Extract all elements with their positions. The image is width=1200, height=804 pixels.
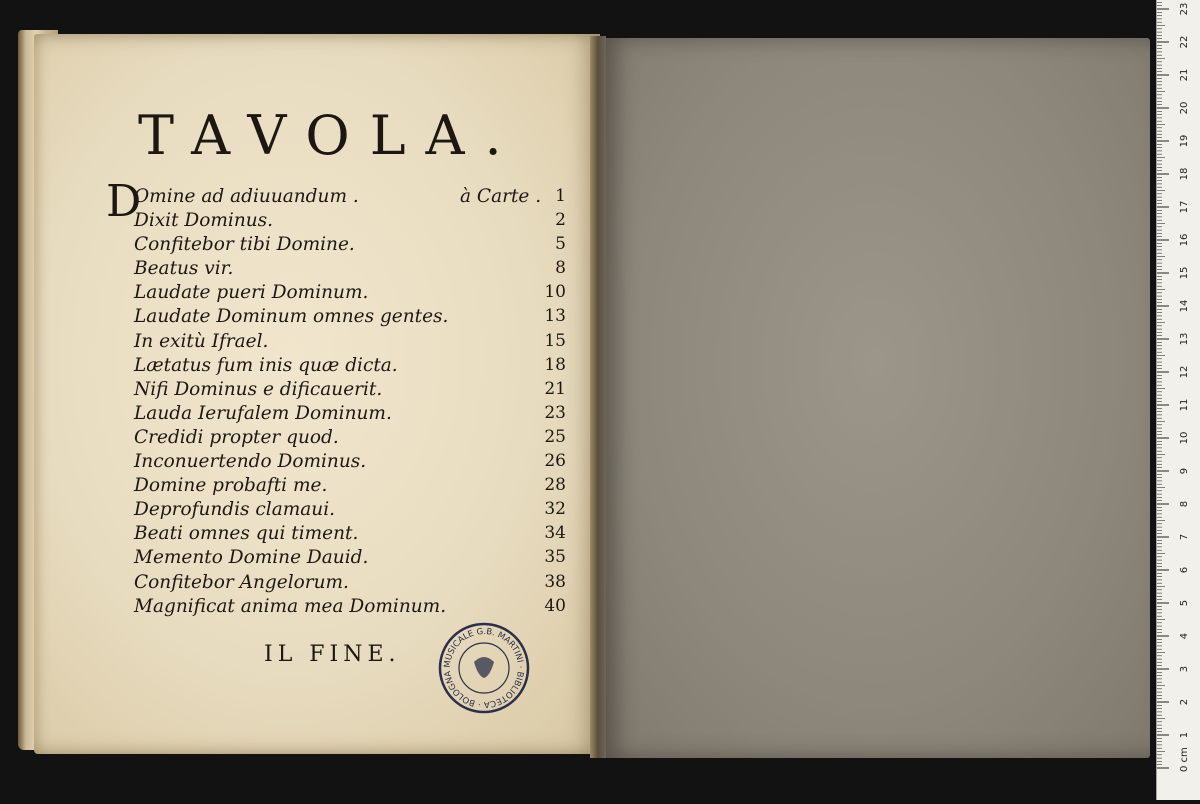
toc-entry [134, 427, 574, 451]
toc-entry-page-number: 26 [544, 451, 566, 472]
toc-entry-page-number: 23 [544, 402, 566, 423]
toc-entry [134, 451, 574, 475]
toc-entry [134, 355, 574, 379]
ruler-number: 15 [1179, 266, 1190, 280]
toc-entry [134, 258, 574, 282]
toc-entry-page-number: 15 [544, 330, 566, 351]
toc-entry-page-number: 13 [544, 306, 566, 327]
toc-entry [134, 596, 574, 620]
table-of-contents [134, 186, 574, 620]
ruler-number: 3 [1179, 665, 1190, 673]
ruler-unit-label: 0 cm [1179, 747, 1190, 772]
ruler-number: 17 [1179, 200, 1190, 214]
toc-entry-title: Deprofundis clamaui. [134, 499, 336, 521]
toc-entry-carte: à Carte . [460, 186, 542, 207]
toc-entry-page-number: 40 [544, 595, 566, 616]
ruler-number: 1 [1179, 731, 1190, 739]
toc-entry-title: In exitù Ifrael. [134, 330, 269, 352]
toc-entry-page-number: 32 [544, 499, 566, 520]
toc-entry [134, 403, 574, 427]
ruler-number: 9 [1179, 467, 1190, 475]
toc-entry [134, 499, 574, 523]
toc-entry-title: Nifi Dominus e dificauerit. [134, 378, 383, 400]
toc-entry-title: Beati omnes qui timent. [134, 523, 359, 545]
toc-entry-page-number: 38 [544, 571, 566, 592]
ruler-number: 12 [1179, 365, 1190, 379]
measuring-ruler [1156, 0, 1200, 800]
toc-entry-title: Laudate Dominum omnes gentes. [134, 306, 449, 328]
ruler-number: 5 [1179, 599, 1190, 607]
toc-entry-page-number: 8 [555, 258, 566, 279]
toc-entry [134, 282, 574, 306]
stamp-emblem-icon [474, 657, 494, 678]
ruler-number: 13 [1179, 332, 1190, 346]
ruler-number: 4 [1179, 632, 1190, 640]
toc-entry [134, 331, 574, 355]
toc-entry-title: Confitebor tibi Domine. [134, 234, 355, 256]
toc-entry-title: Laudate pueri Dominum. [134, 282, 369, 304]
toc-entry-page-number: 35 [544, 547, 566, 568]
toc-entry [134, 572, 574, 596]
toc-entry-title: Inconuertendo Dominus. [134, 451, 367, 473]
ruler-number: 19 [1179, 134, 1190, 148]
stamp-text: MUSICALE G.B. MARTINI · BIBLIOTECA · BOLOGNA [442, 626, 526, 710]
toc-entry-title: Omine ad adiuuandum . [134, 186, 359, 207]
toc-entry [134, 234, 574, 258]
toc-entry-page-number: 2 [555, 210, 566, 231]
end-marker: IL FINE. [264, 642, 401, 667]
toc-entry-page-number: 34 [544, 523, 566, 544]
toc-entry-title: Lauda Ierufalem Dominum. [134, 402, 392, 424]
ruler-number: 14 [1179, 299, 1190, 313]
toc-entry-page-number: 18 [544, 354, 566, 375]
toc-entry-title: Credidi propter quod. [134, 426, 339, 448]
drop-capital: D [106, 176, 142, 227]
ruler-scale [1157, 0, 1200, 800]
ruler-number: 11 [1179, 398, 1190, 412]
ruler-number: 2 [1179, 698, 1190, 706]
toc-entry-title: Domine probafti me. [134, 475, 328, 497]
toc-entry-title: Lætatus fum inis quæ dicta. [134, 354, 398, 376]
toc-entry-page-number: 10 [544, 282, 566, 303]
ruler-number: 20 [1179, 101, 1190, 115]
toc-entry-page-number: 1 [555, 186, 566, 206]
book-gutter [590, 36, 606, 758]
ruler-number: 8 [1179, 500, 1190, 508]
toc-entry [134, 186, 574, 210]
right-page-endpaper [598, 38, 1150, 758]
toc-entry-page-number: 28 [544, 475, 566, 496]
toc-entry-title: Beatus vir. [134, 258, 234, 280]
toc-entry [134, 210, 574, 234]
toc-entry [134, 475, 574, 499]
toc-entry-title: Dixit Dominus. [134, 210, 274, 232]
toc-entry-page-number: 5 [555, 234, 566, 255]
toc-entry-page-number: 21 [544, 378, 566, 399]
page-title: TAVOLA. [138, 104, 522, 167]
ruler-number: 16 [1179, 233, 1190, 247]
ruler-number: 10 [1179, 431, 1190, 445]
toc-entry [134, 379, 574, 403]
ruler-number: 18 [1179, 167, 1190, 181]
toc-entry [134, 547, 574, 571]
toc-entry [134, 306, 574, 330]
toc-entry-title: Magnificat anima mea Dominum. [134, 595, 447, 617]
toc-entry-title: Memento Domine Dauid. [134, 547, 369, 569]
ruler-number: 22 [1179, 35, 1190, 49]
ruler-number: 6 [1179, 566, 1190, 574]
toc-entry-title: Confitebor Angelorum. [134, 571, 349, 593]
ruler-number: 7 [1179, 533, 1190, 541]
library-stamp [436, 620, 532, 716]
toc-entry-page-number: 25 [544, 426, 566, 447]
ruler-number: 21 [1179, 68, 1190, 82]
toc-entry [134, 523, 574, 547]
ruler-number: 23 [1179, 2, 1190, 16]
